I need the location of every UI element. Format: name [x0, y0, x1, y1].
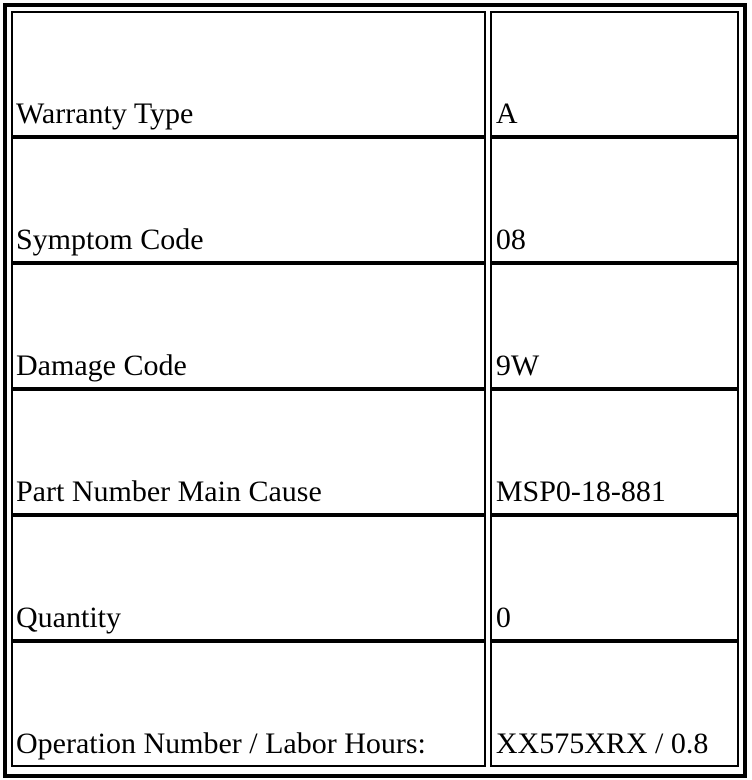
table-row-operation-labor: [11, 641, 739, 767]
row-label: Warranty Type: [11, 11, 486, 137]
table-row-warranty-type: [11, 11, 739, 137]
row-label: Quantity: [11, 515, 486, 641]
claim-table-frame: [3, 3, 747, 778]
row-value: 9W: [490, 263, 739, 389]
row-label: Symptom Code: [11, 137, 486, 263]
table-row-quantity: [11, 515, 739, 641]
row-value: MSP0-18-881: [490, 389, 739, 515]
row-label: Operation Number / Labor Hours:: [11, 641, 486, 767]
row-value: XX575XRX / 0.8: [490, 641, 739, 767]
row-value: 08: [490, 137, 739, 263]
row-value: A: [490, 11, 739, 137]
table-row-part-number: [11, 389, 739, 515]
table-row-damage-code: [11, 263, 739, 389]
row-value: 0: [490, 515, 739, 641]
row-label: Damage Code: [11, 263, 486, 389]
claim-details-table: [11, 11, 739, 767]
table-row-symptom-code: [11, 137, 739, 263]
row-label: Part Number Main Cause: [11, 389, 486, 515]
